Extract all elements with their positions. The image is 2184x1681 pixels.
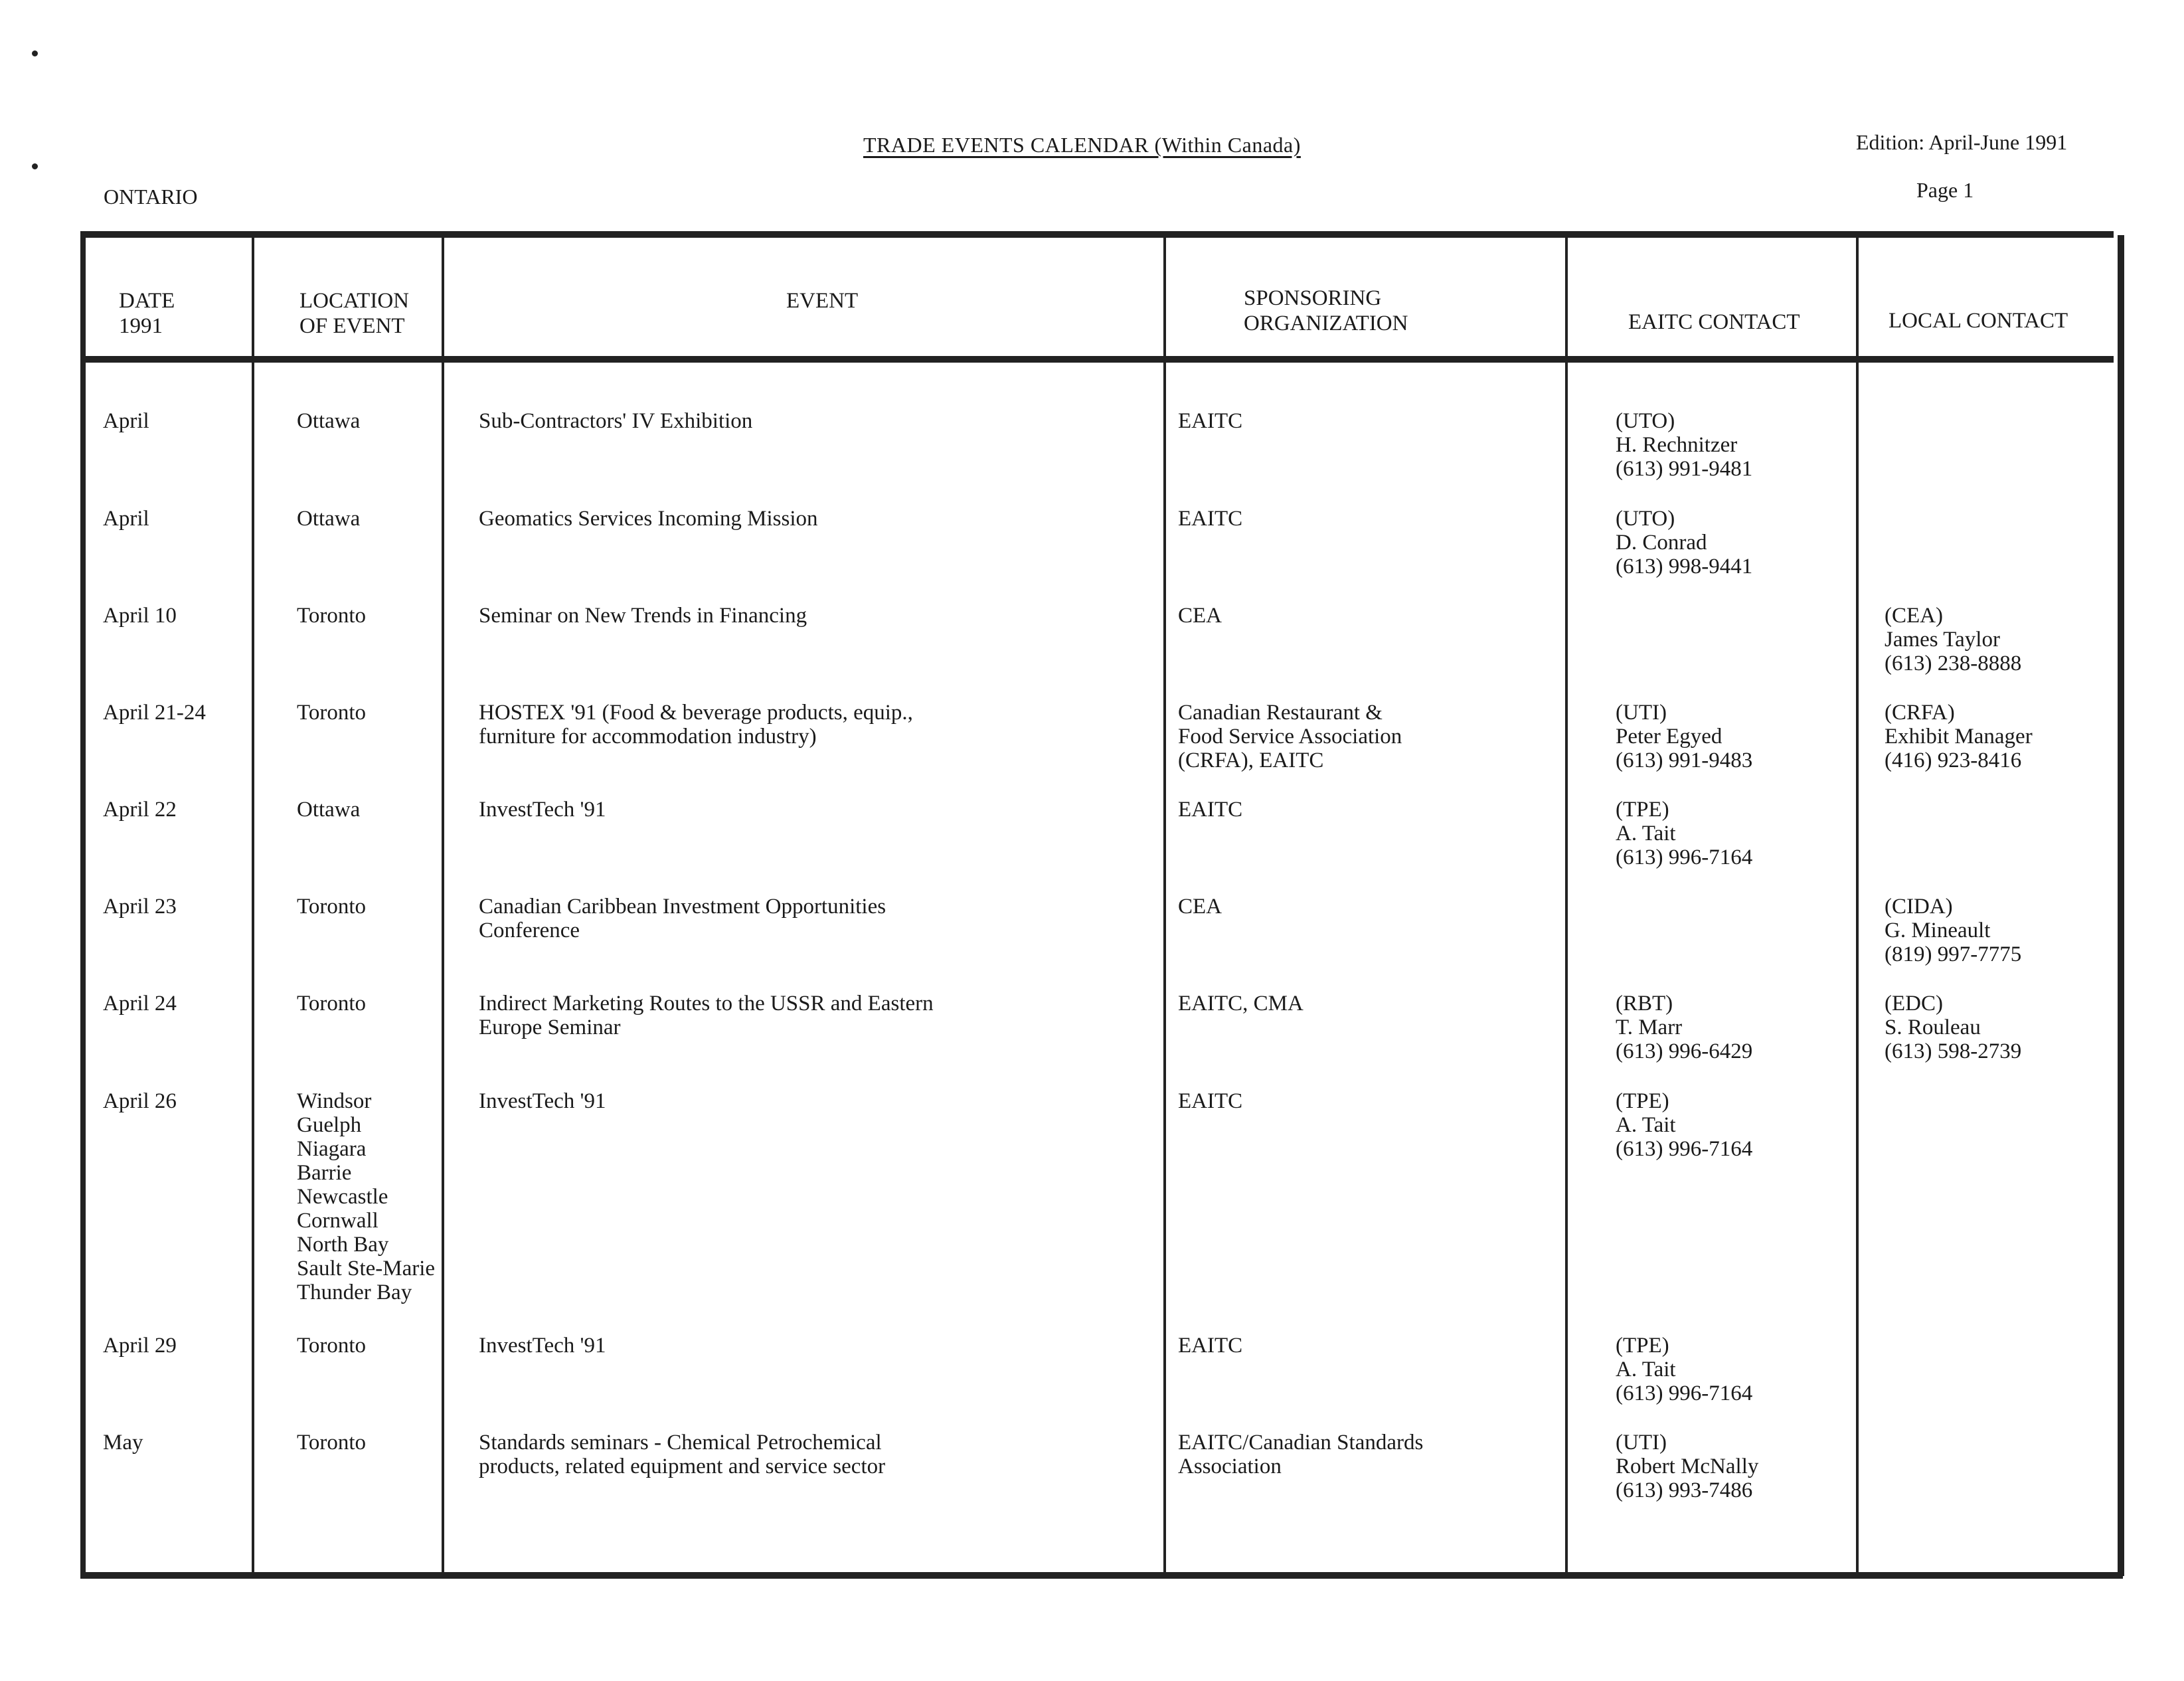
cell-eaitc: (UTI) Robert McNally (613) 993-7486 [1616, 1431, 1759, 1502]
region-label: ONTARIO [104, 185, 198, 209]
cell-location: Toronto [297, 1334, 367, 1358]
cell-sponsor: CEA [1178, 604, 1222, 628]
cell-location: Ottawa [297, 409, 361, 433]
column-divider [1565, 235, 1568, 1576]
cell-date: April [103, 409, 149, 433]
cell-eaitc: (RBT) T. Marr (613) 996-6429 [1616, 992, 1753, 1063]
cell-event: Geomatics Services Incoming Mission [479, 507, 818, 531]
cell-sponsor: Canadian Restaurant & Food Service Association (CRFA), EAITC [1178, 701, 1402, 772]
cell-sponsor: EAITC [1178, 409, 1243, 433]
cell-sponsor: EAITC [1178, 507, 1243, 531]
table-top-rule [80, 231, 2114, 238]
cell-sponsor: EAITC [1178, 1089, 1243, 1113]
cell-eaitc: (UTO) D. Conrad (613) 998-9441 [1616, 507, 1753, 578]
cell-event: Seminar on New Trends in Financing [479, 604, 807, 628]
column-header-local-contact: LOCAL CONTACT [1889, 309, 2068, 333]
cell-event: InvestTech '91 [479, 1089, 606, 1113]
cell-local: (CEA) James Taylor (613) 238-8888 [1885, 604, 2022, 675]
cell-date: April 29 [103, 1334, 177, 1358]
events-table [80, 231, 2130, 1579]
cell-event: InvestTech '91 [479, 1334, 606, 1358]
cell-date: April [103, 507, 149, 531]
cell-local: (CRFA) Exhibit Manager (416) 923-8416 [1885, 701, 2033, 772]
cell-eaitc: (UTO) H. Rechnitzer (613) 991-9481 [1616, 409, 1753, 481]
cell-location: Toronto [297, 604, 367, 628]
cell-location: Ottawa [297, 798, 361, 822]
table-header-rule [80, 356, 2114, 363]
column-header-date: DATE 1991 [119, 289, 175, 338]
column-divider [80, 235, 86, 1576]
cell-location: Windsor Guelph Niagara Barrie Newcastle Cornwall North Bay Sault Ste-Marie Thunder Bay [297, 1089, 436, 1304]
cell-date: April 10 [103, 604, 177, 628]
edition-label: Edition: April-June 1991 [1856, 130, 2068, 154]
cell-event: Canadian Caribbean Investment Opportunities Conference [479, 895, 886, 942]
column-divider [252, 235, 254, 1576]
cell-event: InvestTech '91 [479, 798, 606, 822]
cell-eaitc: (TPE) A. Tait (613) 996-7164 [1616, 798, 1753, 869]
column-header-eaitc-contact: EAITC CONTACT [1628, 310, 1800, 334]
column-header-location: LOCATION OF EVENT [299, 289, 409, 338]
cell-date: April 22 [103, 798, 177, 822]
cell-local: (CIDA) G. Mineault (819) 997-7775 [1885, 895, 2022, 966]
cell-event: Indirect Marketing Routes to the USSR and Eastern Europe Seminar [479, 992, 934, 1039]
cell-event: Sub-Contractors' IV Exhibition [479, 409, 753, 433]
column-divider [442, 235, 444, 1576]
column-divider [1856, 235, 1859, 1576]
column-header-sponsor: SPONSORING ORGANIZATION [1244, 286, 1408, 335]
cell-local: (EDC) S. Rouleau (613) 598-2739 [1885, 992, 2022, 1063]
document-title: TRADE EVENTS CALENDAR (Within Canada) [863, 133, 1301, 157]
cell-date: April 23 [103, 895, 177, 919]
column-divider [2118, 235, 2124, 1576]
cell-location: Toronto [297, 895, 367, 919]
cell-location: Ottawa [297, 507, 361, 531]
page-number: Page 1 [1916, 178, 1974, 202]
cell-date: April 21-24 [103, 701, 206, 725]
cell-sponsor: CEA [1178, 895, 1222, 919]
cell-sponsor: EAITC/Canadian Standards Association [1178, 1431, 1424, 1478]
cell-date: April 26 [103, 1089, 177, 1113]
cell-location: Toronto [297, 701, 367, 725]
cell-event: Standards seminars - Chemical Petrochemical products, related equipment and service sector [479, 1431, 886, 1478]
cell-location: Toronto [297, 992, 367, 1016]
column-header-event: EVENT [786, 289, 859, 313]
cell-event: HOSTEX '91 (Food & beverage products, equip., furniture for accommodation industry) [479, 701, 913, 749]
cell-location: Toronto [297, 1431, 367, 1455]
cell-eaitc: (TPE) A. Tait (613) 996-7164 [1616, 1089, 1753, 1161]
cell-date: April 24 [103, 992, 177, 1016]
cell-eaitc: (TPE) A. Tait (613) 996-7164 [1616, 1334, 1753, 1405]
cell-sponsor: EAITC [1178, 798, 1243, 822]
table-bottom-rule [80, 1572, 2123, 1579]
margin-dot [32, 163, 38, 169]
cell-sponsor: EAITC [1178, 1334, 1243, 1358]
column-divider [1163, 235, 1166, 1576]
margin-dot [32, 50, 38, 56]
cell-date: May [103, 1431, 143, 1455]
cell-sponsor: EAITC, CMA [1178, 992, 1303, 1016]
cell-eaitc: (UTI) Peter Egyed (613) 991-9483 [1616, 701, 1753, 772]
